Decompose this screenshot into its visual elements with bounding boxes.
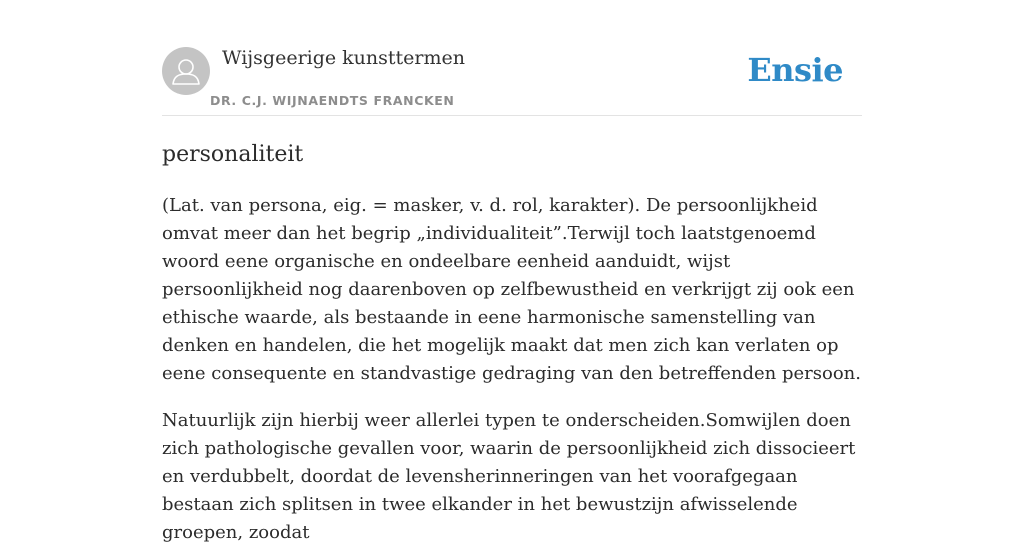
book-title[interactable]: Wijsgeerige kunsttermen <box>222 47 466 69</box>
author-name[interactable]: DR. C.J. WIJNAENDTS FRANCKEN <box>210 93 455 108</box>
user-silhouette-icon <box>162 47 210 95</box>
avatar[interactable] <box>162 47 210 95</box>
ensie-logo[interactable]: Ensie <box>747 51 843 89</box>
article-content <box>162 192 862 547</box>
term-title: personaliteit <box>162 142 304 167</box>
paragraph: Natuurlijk zijn hierbij weer allerlei typen te onderscheiden.Somwijlen doen zich pathologische gevallen voor, waarin de persoonlijkheid zich dissocieert en verdubbelt, doordat de levensherinneringen van het voorafgegaan bestaan zich splitsen in twee elkander in het bewustzijn afwisselende groepen, zoodat <box>162 410 856 543</box>
header <box>162 0 862 116</box>
main-container <box>162 0 862 547</box>
paragraph: (Lat. van persona, eig. = masker, v. d. rol, karakter). De persoonlijkheid omvat meer dan het begrip „individualiteit”.Terwijl toch laatstgenoemd woord eene organische en ondeelbare eenheid aanduidt, wijst persoonlijkheid nog daarenboven op zelfbewustheid en verkrijgt zij ook een ethische waarde, als bestaande in eene harmonische samenstelling van denken en handelen, die het mogelijk maakt dat men zich kan verlaten op eene consequente en standvastige gedraging van den betreffenden persoon. <box>162 195 861 384</box>
